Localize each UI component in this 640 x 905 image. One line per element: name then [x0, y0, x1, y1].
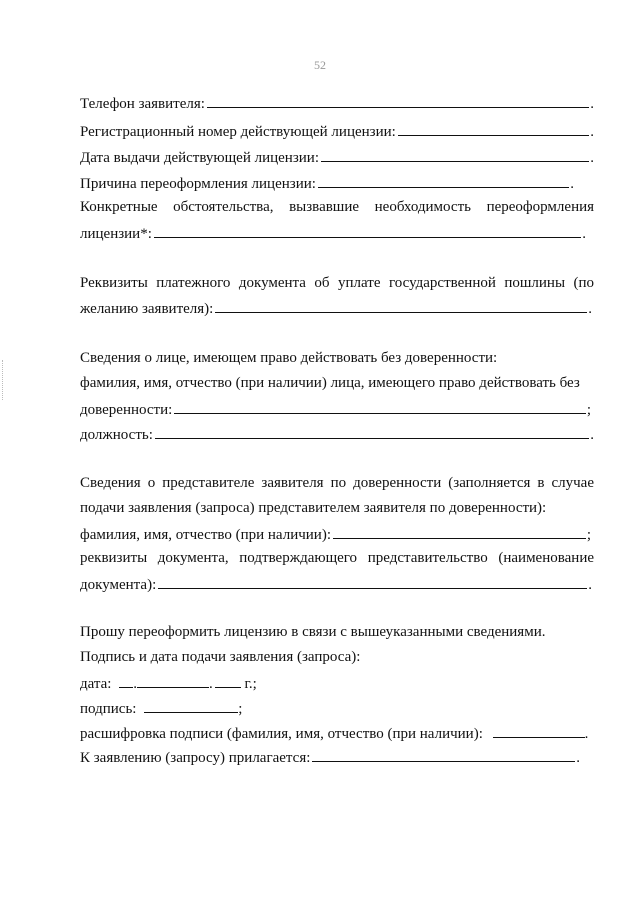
attached-end: .: [576, 750, 580, 766]
word: (по: [573, 275, 595, 291]
word: представительство: [367, 550, 488, 566]
sign-heading: Подпись и дата подачи заявления (запроса):: [80, 649, 361, 665]
signature-input-line[interactable]: [144, 697, 238, 713]
representative-doc-end: .: [588, 577, 592, 593]
reason-input-line[interactable]: [318, 172, 569, 188]
representative-fio-row: [80, 523, 591, 543]
word: Сведения: [80, 475, 141, 491]
authorized-fio-input-line[interactable]: [174, 398, 586, 414]
phone-label: Телефон заявителя:: [80, 96, 205, 112]
word: государственной: [388, 275, 496, 291]
date-sep: .: [133, 676, 137, 692]
reg-number-label: Регистрационный номер действующей лицензии:: [80, 124, 396, 140]
word: обстоятельства,: [173, 199, 274, 215]
payment-input-line[interactable]: [215, 297, 587, 313]
payment-line1: [80, 273, 594, 293]
word: представителе: [162, 475, 255, 491]
reg-number-end: .: [590, 124, 594, 140]
word: необходимость: [374, 199, 471, 215]
authorized-fio-end: ;: [586, 402, 591, 418]
representative-heading-line1: [80, 473, 594, 493]
circumstances-line1: [80, 197, 594, 217]
circumstances-input-line[interactable]: [154, 222, 581, 238]
position-label: должность:: [80, 427, 153, 443]
signature-label: подпись:: [80, 701, 137, 717]
position-row: [80, 423, 594, 443]
margin-mark: [2, 360, 4, 400]
decoding-end: .: [584, 726, 589, 742]
word: об: [314, 275, 330, 291]
date-sep: .: [208, 676, 213, 692]
attached-label: К заявлению (запросу) прилагается:: [80, 750, 311, 766]
word: по: [330, 475, 347, 491]
decoding-row: [80, 722, 588, 742]
issue-date-row: [80, 146, 594, 166]
reason-end: .: [570, 176, 574, 192]
issue-date-label: Дата выдачи действующей лицензии:: [80, 150, 319, 166]
word: реквизиты: [80, 550, 148, 566]
date-day-input-line[interactable]: [119, 672, 133, 688]
word: переоформления: [486, 199, 595, 215]
word: Конкретные: [80, 199, 158, 215]
word: уплате: [338, 275, 381, 291]
date-row: [80, 672, 257, 692]
authorized-fio-label: доверенности:: [80, 402, 173, 418]
representative-doc-input-line[interactable]: [158, 573, 587, 589]
reason-row: [80, 172, 574, 192]
authorized-fio-row: [80, 398, 591, 418]
issue-date-input-line[interactable]: [321, 146, 589, 162]
representative-fio-label: фамилия, имя, отчество (при наличии):: [80, 527, 331, 543]
circumstances-end: .: [582, 226, 586, 242]
representative-doc-label: документа):: [80, 577, 157, 593]
signature-row: [80, 697, 242, 717]
word: платежного: [156, 275, 231, 291]
position-input-line[interactable]: [155, 423, 589, 439]
word: пошлины: [504, 275, 566, 291]
attached-input-line[interactable]: [312, 746, 575, 762]
reg-number-row: [80, 120, 594, 140]
payment-label: желанию заявителя):: [80, 301, 214, 317]
representative-heading-line2: подачи заявления (запроса) представителем заявителя по доверенности):: [80, 500, 547, 516]
payment-row: [80, 297, 592, 317]
word: (наименование: [498, 550, 594, 566]
phone-input-line[interactable]: [207, 92, 589, 108]
circumstances-label: лицензии*:: [80, 226, 152, 242]
date-year-input-line[interactable]: [215, 672, 241, 688]
word: (заполняется: [448, 475, 531, 491]
representative-fio-end: ;: [586, 527, 591, 543]
authorized-fio-text: фамилия, имя, отчество (при наличии) лица, имеющего право действовать без: [80, 375, 580, 391]
signature-end: ;: [238, 701, 243, 717]
issue-date-end: .: [590, 150, 594, 166]
representative-doc-line1: [80, 548, 594, 568]
word: заявителя: [261, 475, 324, 491]
attached-row: [80, 746, 580, 766]
word: Реквизиты: [80, 275, 148, 291]
page-number: 52: [314, 58, 326, 72]
word: о: [147, 475, 156, 491]
position-end: .: [590, 427, 594, 443]
decoding-input-line[interactable]: [493, 722, 585, 738]
request-text: Прошу переоформить лицензию в связи с вышеуказанными сведениями.: [80, 624, 546, 640]
authorized-person-heading: Сведения о лице, имеющем право действовать без доверенности:: [80, 350, 498, 366]
word: подтверждающего: [239, 550, 358, 566]
phone-field-row: [80, 92, 594, 112]
circumstances-row: [80, 222, 586, 242]
word: в: [537, 475, 545, 491]
date-label: дата:: [80, 676, 112, 692]
word: доверенности: [353, 475, 442, 491]
reason-label: Причина переоформления лицензии:: [80, 176, 316, 192]
payment-end: .: [588, 301, 592, 317]
representative-doc-row: [80, 573, 592, 593]
word: документа,: [157, 550, 229, 566]
word: случае: [551, 475, 595, 491]
word: вызвавшие: [289, 199, 360, 215]
representative-fio-input-line[interactable]: [333, 523, 586, 539]
date-suffix: г.;: [244, 676, 257, 692]
date-month-input-line[interactable]: [137, 672, 209, 688]
word: документа: [238, 275, 306, 291]
reg-number-input-line[interactable]: [398, 120, 589, 136]
phone-end: .: [590, 96, 594, 112]
decoding-label: расшифровка подписи (фамилия, имя, отчество (при наличии):: [80, 726, 483, 742]
